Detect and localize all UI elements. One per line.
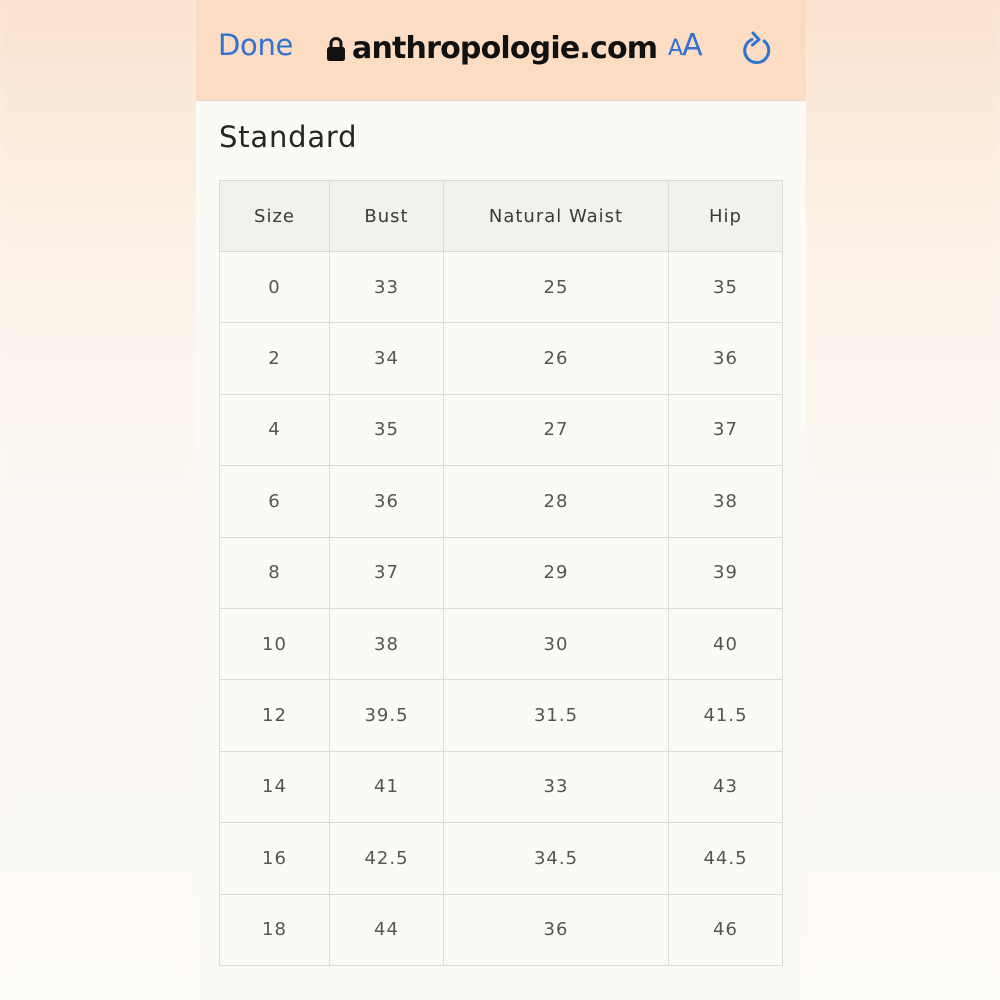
cell-natural-waist: 26 (444, 323, 669, 394)
cell-natural-waist: 30 (444, 608, 669, 679)
cell-bust: 37 (330, 537, 444, 608)
column-header-size: Size (220, 181, 330, 252)
cell-size: 4 (220, 394, 330, 465)
cell-size: 12 (220, 680, 330, 751)
cell-size: 8 (220, 537, 330, 608)
cell-hip: 40 (669, 608, 783, 679)
cell-natural-waist: 29 (444, 537, 669, 608)
background-blur-right (804, 0, 1000, 1000)
aa-small-label: A (668, 36, 683, 61)
cell-natural-waist: 27 (444, 394, 669, 465)
cell-bust: 34 (330, 323, 444, 394)
cell-bust: 36 (330, 466, 444, 537)
column-header-natural-waist: Natural Waist (444, 181, 669, 252)
cell-bust: 41 (330, 751, 444, 822)
table-row (220, 394, 783, 465)
column-header-bust: Bust (330, 181, 444, 252)
aa-large-label: A (682, 28, 702, 63)
cell-bust: 44 (330, 894, 444, 965)
cell-natural-waist: 36 (444, 894, 669, 965)
address-bar[interactable] (326, 26, 657, 70)
cell-size: 16 (220, 823, 330, 894)
cell-natural-waist: 33 (444, 751, 669, 822)
cell-hip: 43 (669, 751, 783, 822)
table-row (220, 751, 783, 822)
reload-icon[interactable] (740, 30, 774, 68)
phone-screen (196, 0, 806, 1000)
background-blur-left (0, 0, 196, 1000)
column-header-hip: Hip (669, 181, 783, 252)
table-row (220, 466, 783, 537)
cell-hip: 36 (669, 323, 783, 394)
cell-size: 0 (220, 252, 330, 323)
cell-bust: 39.5 (330, 680, 444, 751)
text-size-button[interactable] (668, 28, 702, 63)
cell-size: 14 (220, 751, 330, 822)
cell-hip: 44.5 (669, 823, 783, 894)
cell-bust: 38 (330, 608, 444, 679)
cell-size: 10 (220, 608, 330, 679)
cell-size: 6 (220, 466, 330, 537)
cell-size: 18 (220, 894, 330, 965)
table-row (220, 823, 783, 894)
cell-natural-waist: 31.5 (444, 680, 669, 751)
cell-hip: 38 (669, 466, 783, 537)
size-chart-table (219, 180, 783, 966)
table-row (220, 537, 783, 608)
cell-size: 2 (220, 323, 330, 394)
cell-bust: 33 (330, 252, 444, 323)
cell-hip: 35 (669, 252, 783, 323)
table-row (220, 252, 783, 323)
browser-toolbar (196, 0, 806, 101)
cell-hip: 37 (669, 394, 783, 465)
cell-hip: 41.5 (669, 680, 783, 751)
cell-hip: 46 (669, 894, 783, 965)
table-header-row (220, 181, 783, 252)
lock-icon (326, 36, 346, 62)
cell-natural-waist: 25 (444, 252, 669, 323)
table-row (220, 323, 783, 394)
cell-natural-waist: 34.5 (444, 823, 669, 894)
table-row (220, 680, 783, 751)
done-button[interactable]: Done (218, 28, 294, 62)
cell-natural-waist: 28 (444, 466, 669, 537)
cell-bust: 35 (330, 394, 444, 465)
table-row (220, 894, 783, 965)
cell-hip: 39 (669, 537, 783, 608)
cell-bust: 42.5 (330, 823, 444, 894)
section-title: Standard (219, 120, 358, 154)
table-row (220, 608, 783, 679)
url-text: anthropologie.com (352, 30, 658, 66)
